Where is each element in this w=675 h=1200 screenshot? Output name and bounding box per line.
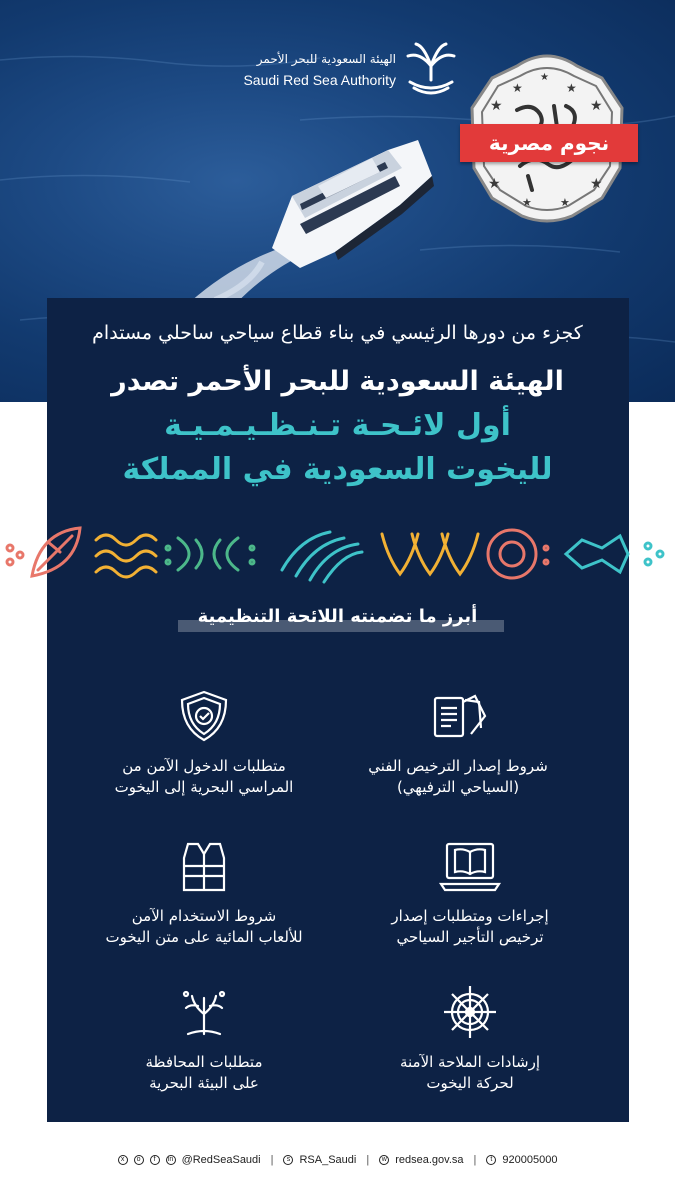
- item-line-1: إجراءات ومتطلبات إصدار: [391, 907, 549, 925]
- phone-icon: t: [486, 1155, 496, 1165]
- life-vest-icon: [174, 838, 234, 894]
- facebook-icon: f: [150, 1155, 160, 1165]
- snapchat-handle[interactable]: RSA_Saudi: [299, 1154, 357, 1166]
- item-navigation: [340, 984, 600, 1094]
- item-line-1: إرشادات الملاحة الآمنة: [399, 1053, 541, 1071]
- snapchat-icon: s: [283, 1155, 293, 1165]
- item-line-1: متطلبات المحافظة: [145, 1053, 263, 1071]
- leaves-icon: [382, 534, 478, 574]
- svg-text:★: ★: [522, 196, 532, 209]
- item-line-2: (السياحي الترفيهي): [396, 778, 520, 796]
- brand-name-english: Saudi Red Sea Authority: [243, 72, 396, 88]
- svg-text:★: ★: [488, 176, 501, 192]
- dots-left-icon: [7, 545, 23, 565]
- decorative-pattern-band: [0, 518, 675, 588]
- svg-text:★: ★: [490, 98, 503, 114]
- brand-logo: [208, 38, 468, 98]
- svg-text:★: ★: [560, 196, 570, 209]
- svg-text:★: ★: [566, 81, 577, 95]
- linkedin-icon: in: [166, 1155, 176, 1165]
- item-line-1: متطلبات الدخول الآمن من: [122, 757, 286, 775]
- item-line-2: على البيئة البحرية: [149, 1074, 259, 1092]
- svg-text:★: ★: [590, 98, 603, 114]
- item-line-1: شروط إصدار الترخيص الفني: [368, 757, 548, 775]
- separator: |: [473, 1154, 477, 1166]
- documents-icon: [425, 688, 491, 744]
- palm-logo-icon: [402, 38, 460, 98]
- coral-icon: [174, 984, 234, 1040]
- x-icon: x: [118, 1155, 128, 1165]
- headline-line-1: الهيئة السعودية للبحر الأحمر تصدر: [111, 366, 564, 397]
- headline-line-3: لليخوت السعودية في المملكة: [122, 452, 553, 487]
- svg-text:★: ★: [512, 81, 523, 95]
- item-charter-license: [340, 838, 600, 948]
- phone-number[interactable]: 920005000: [502, 1154, 558, 1166]
- separator: |: [366, 1154, 370, 1166]
- instagram-icon: o: [134, 1155, 144, 1165]
- item-line-2: لحركة اليخوت: [426, 1074, 514, 1092]
- item-marine-environment: [74, 984, 334, 1094]
- section-title: أبرز ما تضمنته اللائحة التنظيمية: [197, 606, 478, 627]
- watermark-ribbon: نجوم مصرية: [460, 124, 638, 162]
- headline-subtitle: كجزء من دورها الرئيسي في بناء قطاع سياحي ساحلي مستدام: [92, 322, 583, 344]
- ring-icon: [488, 530, 548, 578]
- footer-contacts: [0, 1150, 675, 1170]
- fish-icon: [166, 538, 254, 570]
- item-technical-license: [328, 688, 588, 798]
- laptop-book-icon: [437, 838, 503, 894]
- brand-name-arabic: الهيئة السعودية للبحر الأحمر: [256, 52, 396, 66]
- star-wave-icon: [566, 536, 663, 572]
- item-line-2: المراسي البحرية إلى اليخوت: [114, 778, 294, 796]
- waves-icon: [96, 535, 156, 577]
- ship-wheel-icon: [440, 984, 500, 1040]
- item-water-games: [74, 838, 334, 948]
- website-link[interactable]: redsea.gov.sa: [395, 1154, 464, 1166]
- svg-text:★: ★: [540, 72, 549, 83]
- web-icon: w: [379, 1155, 389, 1165]
- separator: |: [270, 1154, 274, 1166]
- shield-check-icon: [174, 688, 234, 744]
- social-handle[interactable]: @RedSeaSaudi: [181, 1154, 261, 1166]
- item-line-2: للألعاب المائية على متن اليخوت: [105, 928, 303, 946]
- svg-text:★: ★: [590, 176, 603, 192]
- leaf-icon: [32, 528, 80, 576]
- item-safe-entry: [74, 688, 334, 798]
- stripes-icon: [282, 532, 362, 582]
- item-line-2: ترخيص التأجير السياحي: [396, 928, 544, 946]
- item-line-1: شروط الاستخدام الآمن: [131, 907, 277, 925]
- headline-line-2: أول لائـحـة تـنـظـيـمـيـة: [164, 408, 511, 443]
